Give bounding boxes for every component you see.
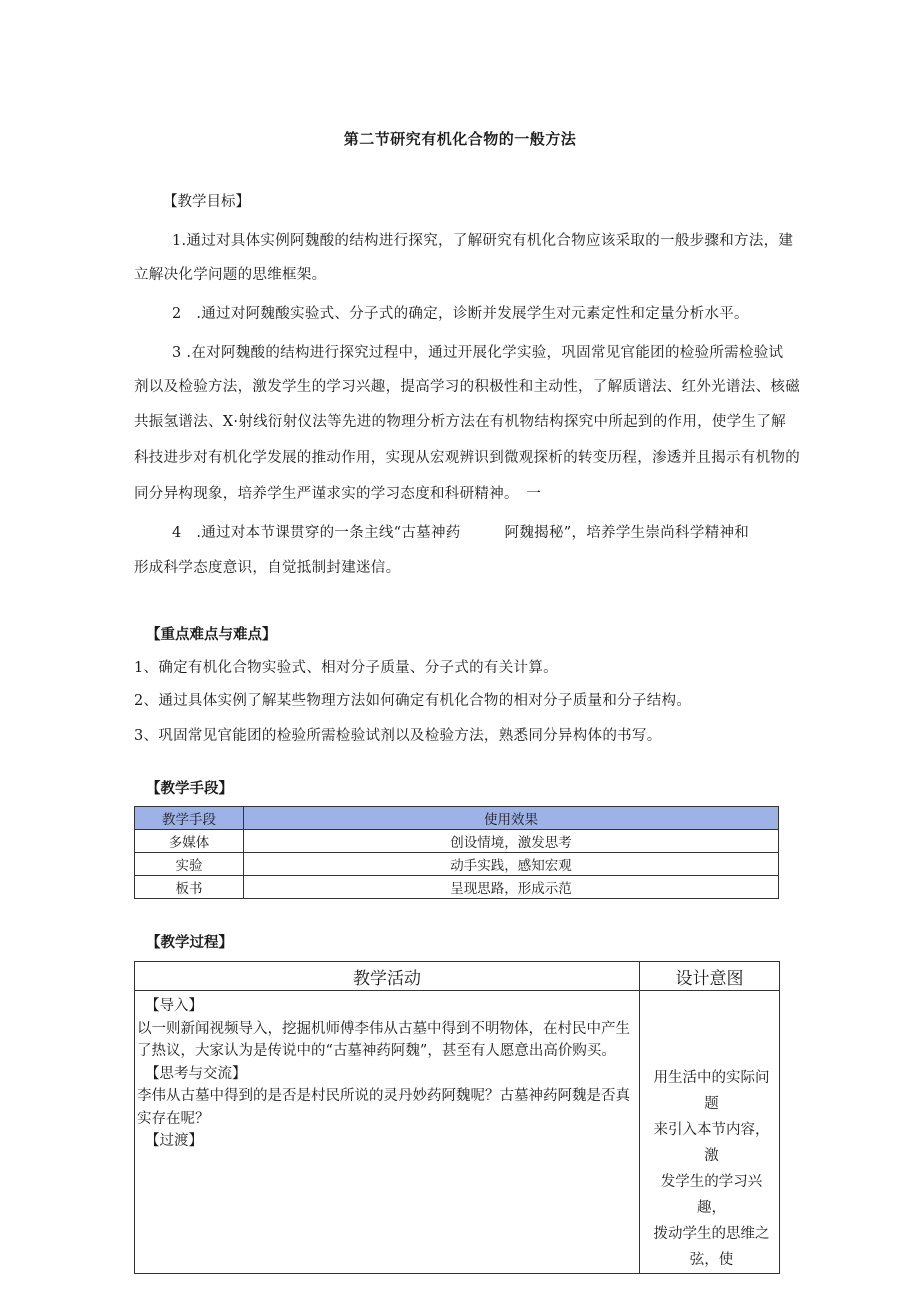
key-point-2: 2、通过具体实例了解某些物理方法如何确定有机化合物的相对分子质量和分子结构。 xyxy=(134,693,692,709)
process-table xyxy=(134,961,780,1274)
objective-1-line-1: 1.通过对具体实例阿魏酸的结构进行探究，了解研究有机化合物应该采取的一般步骤和方法，建 xyxy=(172,233,794,249)
means-effect: 创设情境，激发思考 xyxy=(244,830,779,853)
table-row xyxy=(135,830,779,853)
means-header-effect: 使用效果 xyxy=(244,807,779,830)
activity-cell xyxy=(135,991,640,1274)
means-method: 实验 xyxy=(135,853,244,876)
transition-label: 【过渡】 xyxy=(145,1133,203,1149)
objective-1-line-2: 立解决化学问题的思维框架。 xyxy=(134,267,327,283)
intent-line: 发学生的学习兴趣， xyxy=(660,1174,763,1216)
objective-4-part-a: 4 .通过对本节课贯穿的一条主线“古墓神药 xyxy=(172,525,461,541)
intent-line: 拨动学生的思维之 xyxy=(653,1226,770,1242)
key-points-heading: 【重点难点与难点】 xyxy=(146,627,277,643)
table-row xyxy=(135,991,780,1274)
objective-3-line-5: 同分异构现象，培养学生严谨求实的学习态度和科研精神。 一 xyxy=(134,486,542,502)
objective-3-line-1: 3 .在对阿魏酸的结构进行探究过程中，通过开展化学实验，巩固常见官能团的检验所需检验试 xyxy=(172,345,784,361)
table-row xyxy=(135,876,779,899)
means-header-row xyxy=(135,807,779,830)
objectives-heading: 【教学目标】 xyxy=(163,194,250,210)
means-method: 多媒体 xyxy=(135,830,244,853)
means-header-method: 教学手段 xyxy=(135,807,244,830)
means-table xyxy=(134,806,779,899)
means-effect: 动手实践，感知宏观 xyxy=(244,853,779,876)
objective-3-line-4: 科技进步对有机化学发展的推动作用，实现从宏观辨识到微观探析的转变历程，渗透并且揭示有机物的 xyxy=(134,450,800,466)
intro-line-1: 以一则新闻视频导入，挖掘机师傅李伟从古墓中得到不明物体，在村民中产生 xyxy=(137,1020,630,1037)
page-title: 第二节研究有机化合物的一般方法 xyxy=(343,130,577,148)
intent-cell xyxy=(640,991,780,1274)
objective-2: 2 .通过对阿魏酸实验式、分子式的确定，诊断并发展学生对元素定性和定量分析水平。 xyxy=(172,306,749,322)
think-line-1: 李伟从古墓中得到的是否是村民所说的灵丹妙药阿魏呢？古墓神药阿魏是否真 xyxy=(137,1088,630,1104)
process-heading: 【教学过程】 xyxy=(146,935,233,951)
intro-line-2: 了热议，大家认为是传说中的“古墓神药阿魏”，甚至有人愿意出高价购买。 xyxy=(137,1043,616,1059)
table-row xyxy=(135,853,779,876)
means-method: 板书 xyxy=(135,876,244,899)
objective-4-line-1 xyxy=(172,521,749,542)
key-point-1: 1、确定有机化合物实验式、相对分子质量、分子式的有关计算。 xyxy=(134,660,558,676)
process-header-activity: 教学活动 xyxy=(135,962,640,991)
objective-3-line-2: 剂以及检验方法，激发学生的学习兴趣，提高学习的积极性和主动性，了解质谱法、红外光谱法、核磁 xyxy=(134,379,800,395)
objective-4-part-b: 阿魏揭秘”，培养学生崇尚科学精神和 xyxy=(504,525,750,541)
process-header-intent: 设计意图 xyxy=(640,962,780,991)
means-heading: 【教学手段】 xyxy=(146,781,233,797)
key-point-3: 3、巩固常见官能团的检验所需检验试剂以及检验方法，熟悉同分异构体的书写。 xyxy=(134,728,662,744)
objective-3-line-3: 共振氢谱法、X·射线衍射仪法等先进的物理分析方法在有机物结构探究中所起到的作用，使学生了解 xyxy=(134,414,786,430)
intent-line: 来引入本节内容，激 xyxy=(653,1122,770,1164)
means-effect: 呈现思路，形成示范 xyxy=(244,876,779,899)
process-header-row xyxy=(135,962,780,991)
think-label: 【思考与交流】 xyxy=(145,1065,247,1082)
think-line-2: 实存在呢？ xyxy=(137,1110,210,1127)
intro-label: 【导入】 xyxy=(145,998,203,1014)
intent-line: 用生活中的实际问题 xyxy=(653,1070,770,1112)
objective-4-line-2: 形成科学态度意识，自觉抵制封建迷信。 xyxy=(134,560,401,576)
intent-line: 弦，使 xyxy=(689,1252,734,1268)
